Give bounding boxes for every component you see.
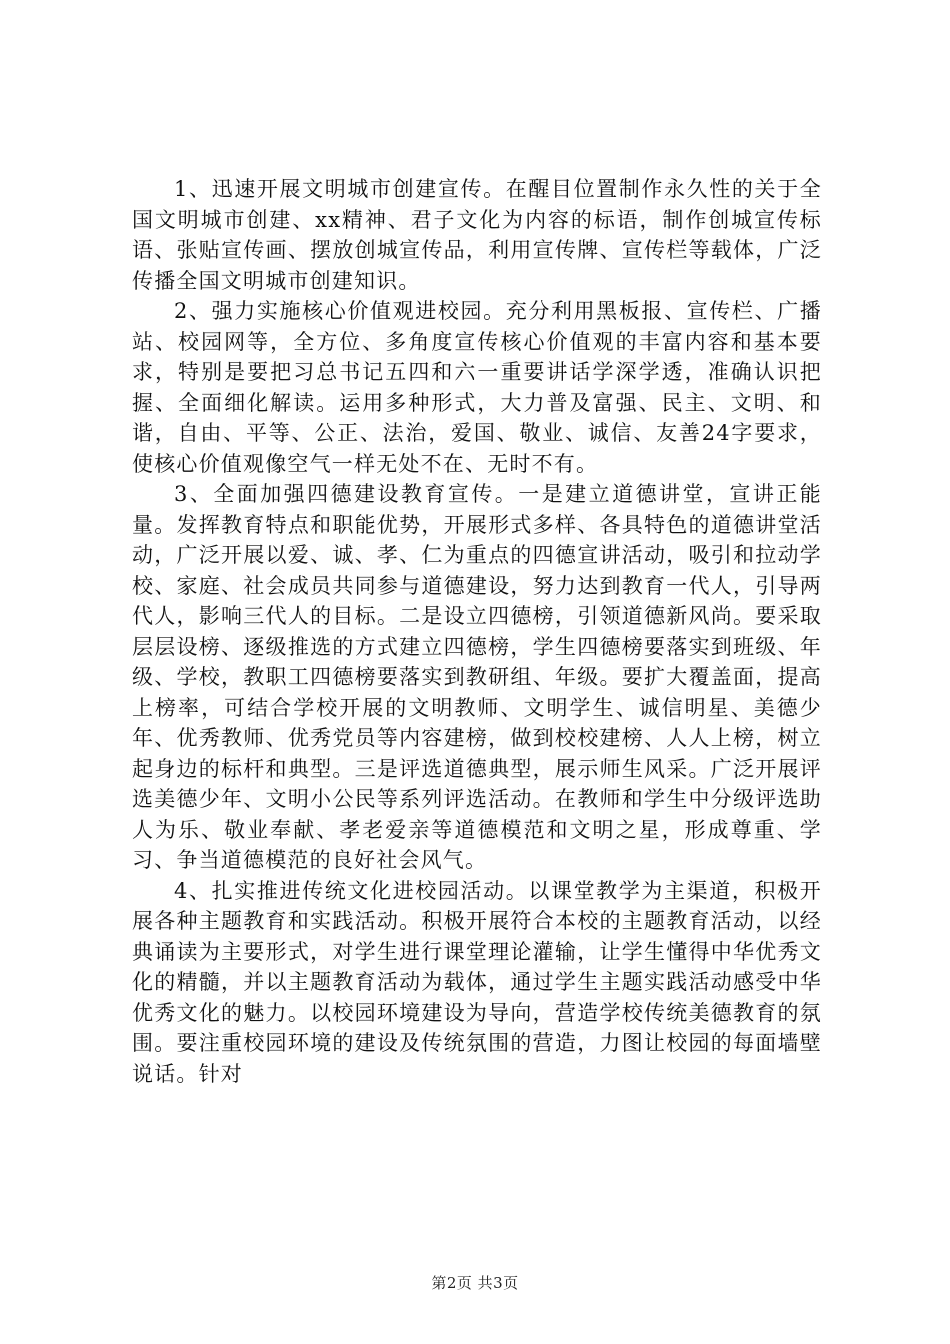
paragraph-4: 4、扎实推进传统文化进校园活动。以课堂教学为主渠道，积极开展各种主题教育和实践活动。积极开展符合本校的主题教育活动，以经典诵读为主要形式，对学生进行课堂理论灌输，让学生懂得中华优秀文化的精髓，并以主题教育活动为载体，通过学生主题实践活动感受中华优秀文化的魅力。以校园环境建设为导向，营造学校传统美德教育的氛围。要注重校园环境的建设及传统氛围的营造，力图让校园的每面墙壁说话。针对 — [132, 878, 822, 1086]
page-footer: 第2页 共3页 — [431, 1274, 519, 1292]
document-body — [132, 174, 822, 1089]
paragraph-2: 2、强力实施核心价值观进校园。充分利用黑板报、宣传栏、广播站、校园网等，全方位、多角度宣传核心价值观的丰富内容和基本要求，特别是要把习总书记五四和六一重要讲话学深学透，准确认识把握、全面细化解读。运用多种形式，大力普及富强、民主、文明、和谐，自由、平等、公正、法治，爱国、敬业、诚信、友善24字要求，使核心价值观像空气一样无处不在、无时不有。 — [132, 299, 822, 476]
paragraph-1: 1、迅速开展文明城市创建宣传。在醒目位置制作永久性的关于全国文明城市创建、xx精神、君子文化为内容的标语，制作创城宣传标语、张贴宣传画、摆放创城宣传品，利用宣传牌、宣传栏等载体，广泛传播全国文明城市创建知识。 — [132, 177, 822, 293]
paragraph-3: 3、全面加强四德建设教育宣传。一是建立道德讲堂，宣讲正能量。发挥教育特点和职能优势，开展形式多样、各具特色的道德讲堂活动，广泛开展以爱、诚、孝、仁为重点的四德宣讲活动，吸引和拉动学校、家庭、社会成员共同参与道德建设，努力达到教育一代人，引导两代人，影响三代人的目标。二是设立四德榜，引领道德新风尚。要采取层层设榜、逐级推选的方式建立四德榜，学生四德榜要落实到班级、年级、学校，教职工四德榜要落实到教研组、年级。要扩大覆盖面，提高上榜率，可结合学校开展的文明教师、文明学生、诚信明星、美德少年、优秀教师、优秀党员等内容建榜，做到校校建榜、人人上榜，树立起身边的标杆和典型。三是评选道德典型，展示师生风采。广泛开展评选美德少年、文明小公民等系列评选活动。在教师和学生中分级评选助人为乐、敬业奉献、孝老爱亲等道德模范和文明之星，形成尊重、学习、争当道德模范的良好社会风气。 — [132, 482, 822, 872]
